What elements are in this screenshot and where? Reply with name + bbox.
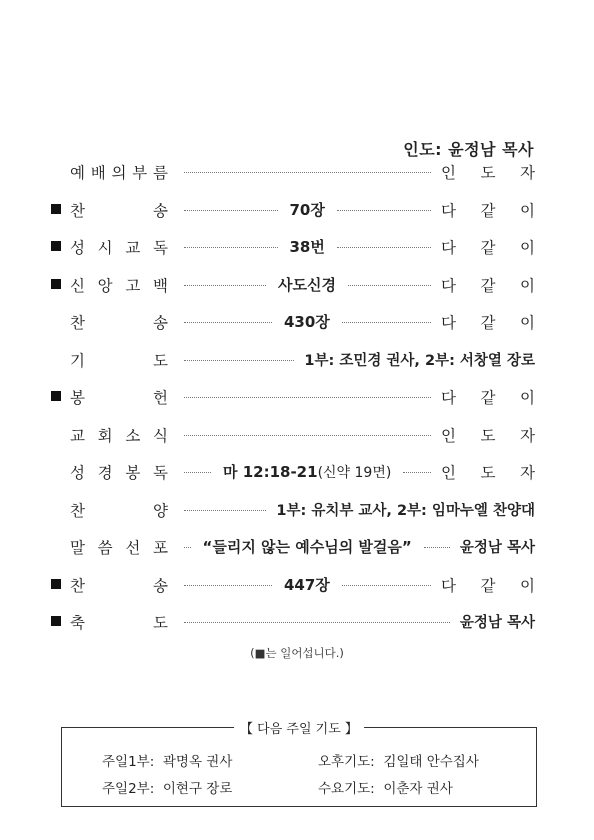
name-char: 경 (97, 464, 113, 482)
name-char: 백 (153, 277, 168, 295)
order-row (0, 611, 594, 635)
name-char: 교 (70, 427, 85, 445)
order-item-leader: 윤정남 목사 (459, 540, 535, 556)
dotted-leader (184, 547, 191, 548)
order-item-leader (441, 199, 535, 221)
name-char: 씀 (97, 539, 113, 557)
order-row (0, 574, 594, 598)
standing-marker-icon (51, 579, 61, 589)
standing-note: (■는 일어섭니다.) (250, 646, 344, 660)
name-char: 포 (153, 539, 168, 557)
leader-char: 다 (441, 389, 456, 407)
order-item-name (70, 424, 168, 446)
name-char: 독 (153, 464, 168, 482)
dotted-leader (184, 285, 266, 286)
order-item-name (70, 536, 168, 558)
name-char: 양 (153, 502, 168, 520)
name-char: 축 (70, 614, 85, 632)
name-char: 의 (111, 164, 127, 182)
prayer-label: 주일2부: (102, 781, 155, 797)
dotted-leader (184, 622, 450, 623)
leader-char: 같 (480, 577, 496, 595)
name-char: 송 (153, 314, 168, 332)
leader-char: 인 (441, 427, 456, 445)
order-item-leader (441, 161, 535, 183)
leader-char: 이 (520, 277, 535, 295)
order-row (0, 349, 594, 373)
detail-text: 70장 (289, 201, 325, 219)
dotted-leader (337, 210, 432, 211)
order-item-leader (441, 386, 535, 408)
prayer-box-title: 【 다음 주일 기도 】 (234, 718, 364, 737)
dotted-leader (184, 585, 272, 586)
order-item-name (70, 611, 168, 633)
standing-marker-icon (51, 279, 61, 289)
name-char: 헌 (153, 389, 168, 407)
leader-char: 도 (480, 427, 496, 445)
leader-char: 다 (441, 314, 456, 332)
prayer-box (61, 722, 537, 807)
prayer-label: 수요기도: (318, 781, 375, 797)
name-char: 신 (70, 277, 85, 295)
standing-marker-icon (51, 204, 61, 214)
order-row (0, 236, 594, 260)
order-item-name (70, 311, 168, 333)
prayer-item (318, 777, 453, 797)
name-char: 기 (70, 352, 85, 370)
order-row (0, 499, 594, 523)
name-char: 찬 (70, 577, 85, 595)
name-char: 선 (125, 539, 141, 557)
dotted-leader (184, 247, 278, 248)
dotted-leader (342, 322, 431, 323)
order-item-detail (284, 574, 330, 595)
order-item-name (70, 499, 168, 521)
leader-char: 다 (441, 577, 456, 595)
leader-char: 인 (441, 464, 456, 482)
order-item-name (70, 161, 168, 183)
leader-char: 자 (520, 427, 535, 445)
order-row (0, 424, 594, 448)
leader-char: 도 (480, 164, 496, 182)
name-char: 회 (97, 427, 113, 445)
leader-char: 이 (520, 577, 535, 595)
prayer-label: 주일1부: (102, 754, 155, 770)
prayer-name: 이춘자 권사 (383, 781, 453, 797)
name-char: 교 (125, 239, 141, 257)
order-row (0, 386, 594, 410)
name-char: 식 (153, 427, 168, 445)
order-item-detail (284, 311, 330, 332)
name-char: 찬 (70, 314, 85, 332)
order-item-name (70, 461, 168, 483)
dotted-leader (184, 172, 431, 173)
order-row (0, 161, 594, 185)
standing-marker-icon (51, 391, 61, 401)
name-char: 앙 (97, 277, 113, 295)
name-char: 봉 (125, 464, 141, 482)
leader-char: 같 (480, 202, 496, 220)
name-char: 름 (153, 164, 168, 182)
order-item-leader: 1부: 유치부 교사, 2부: 임마누엘 찬양대 (276, 503, 535, 519)
order-item-leader (441, 574, 535, 596)
name-char: 도 (153, 352, 168, 370)
leader-char: 이 (520, 202, 535, 220)
order-item-leader: 윤정남 목사 (459, 615, 535, 631)
dotted-leader (184, 210, 278, 211)
prayer-item (102, 750, 232, 770)
order-item-leader (441, 236, 535, 258)
order-row (0, 461, 594, 485)
order-item-name (70, 386, 168, 408)
name-char: 송 (153, 202, 168, 220)
dotted-leader (184, 360, 294, 361)
order-item-leader (441, 311, 535, 333)
order-item-name (70, 199, 168, 221)
order-item-detail (223, 461, 391, 482)
leader-char: 이 (520, 389, 535, 407)
dotted-leader (184, 322, 272, 323)
name-char: 배 (90, 164, 106, 182)
leader-char: 이 (520, 239, 535, 257)
detail-text: “들리지 않는 예수님의 발걸음” (202, 538, 412, 556)
order-row (0, 311, 594, 335)
name-char: 성 (70, 239, 85, 257)
name-char: 찬 (70, 202, 85, 220)
name-char: 성 (70, 464, 85, 482)
standing-marker-icon (51, 241, 61, 251)
order-item-name (70, 349, 168, 371)
detail-text: 마 12:18-21 (223, 463, 318, 481)
prayer-label: 오후기도: (318, 754, 375, 770)
order-item-leader (441, 424, 535, 446)
detail-text: 430장 (284, 313, 330, 331)
name-char: 예 (70, 164, 85, 182)
leader-char: 다 (441, 239, 456, 257)
order-item-detail (290, 199, 325, 220)
order-item-detail (290, 236, 325, 257)
dotted-leader (403, 472, 431, 473)
leader-char: 자 (520, 164, 535, 182)
name-char: 봉 (70, 389, 85, 407)
dotted-leader (184, 397, 431, 398)
order-row (0, 199, 594, 223)
leader-char: 다 (441, 202, 456, 220)
detail-text: 사도신경 (278, 276, 336, 294)
name-char: 소 (125, 427, 141, 445)
dotted-leader (348, 285, 431, 286)
leader-char: 자 (520, 464, 535, 482)
dotted-leader (184, 472, 211, 473)
leader-line: 인도: 윤정남 목사 (403, 140, 534, 159)
prayer-item (318, 750, 479, 770)
name-char: 말 (70, 539, 85, 557)
leader-char: 같 (480, 314, 496, 332)
dotted-leader (184, 510, 266, 511)
order-item-leader (441, 274, 535, 296)
leader-char: 같 (480, 277, 496, 295)
order-item-detail (278, 274, 336, 295)
order-item-name (70, 574, 168, 596)
dotted-leader (424, 547, 451, 548)
name-char: 찬 (70, 502, 85, 520)
leader-char: 인 (441, 164, 456, 182)
order-item-name (70, 274, 168, 296)
name-char: 부 (132, 164, 148, 182)
detail-text: 38번 (289, 238, 325, 256)
leader-char: 같 (480, 239, 496, 257)
name-char: 시 (97, 239, 113, 257)
order-row (0, 274, 594, 298)
dotted-leader (337, 247, 432, 248)
order-item-leader: 1부: 조민경 권사, 2부: 서창열 장로 (304, 353, 535, 369)
prayer-name: 김일태 안수집사 (383, 754, 479, 770)
name-char: 송 (153, 577, 168, 595)
prayer-item (102, 777, 232, 797)
leader-char: 도 (480, 464, 496, 482)
detail-text: 447장 (284, 576, 330, 594)
leader-char: 다 (441, 277, 456, 295)
order-item-detail (203, 536, 412, 557)
order-item-name (70, 236, 168, 258)
dotted-leader (342, 585, 431, 586)
leader-char: 같 (480, 389, 496, 407)
name-char: 독 (153, 239, 168, 257)
leader-char: 이 (520, 314, 535, 332)
name-char: 고 (125, 277, 141, 295)
dotted-leader (184, 435, 431, 436)
prayer-name: 이현구 장로 (162, 781, 233, 797)
order-row (0, 536, 594, 560)
order-item-leader (441, 461, 535, 483)
name-char: 도 (153, 614, 168, 632)
standing-marker-icon (51, 616, 61, 626)
detail-note: (신약 19면) (317, 465, 392, 481)
prayer-name: 곽명옥 권사 (162, 754, 233, 770)
